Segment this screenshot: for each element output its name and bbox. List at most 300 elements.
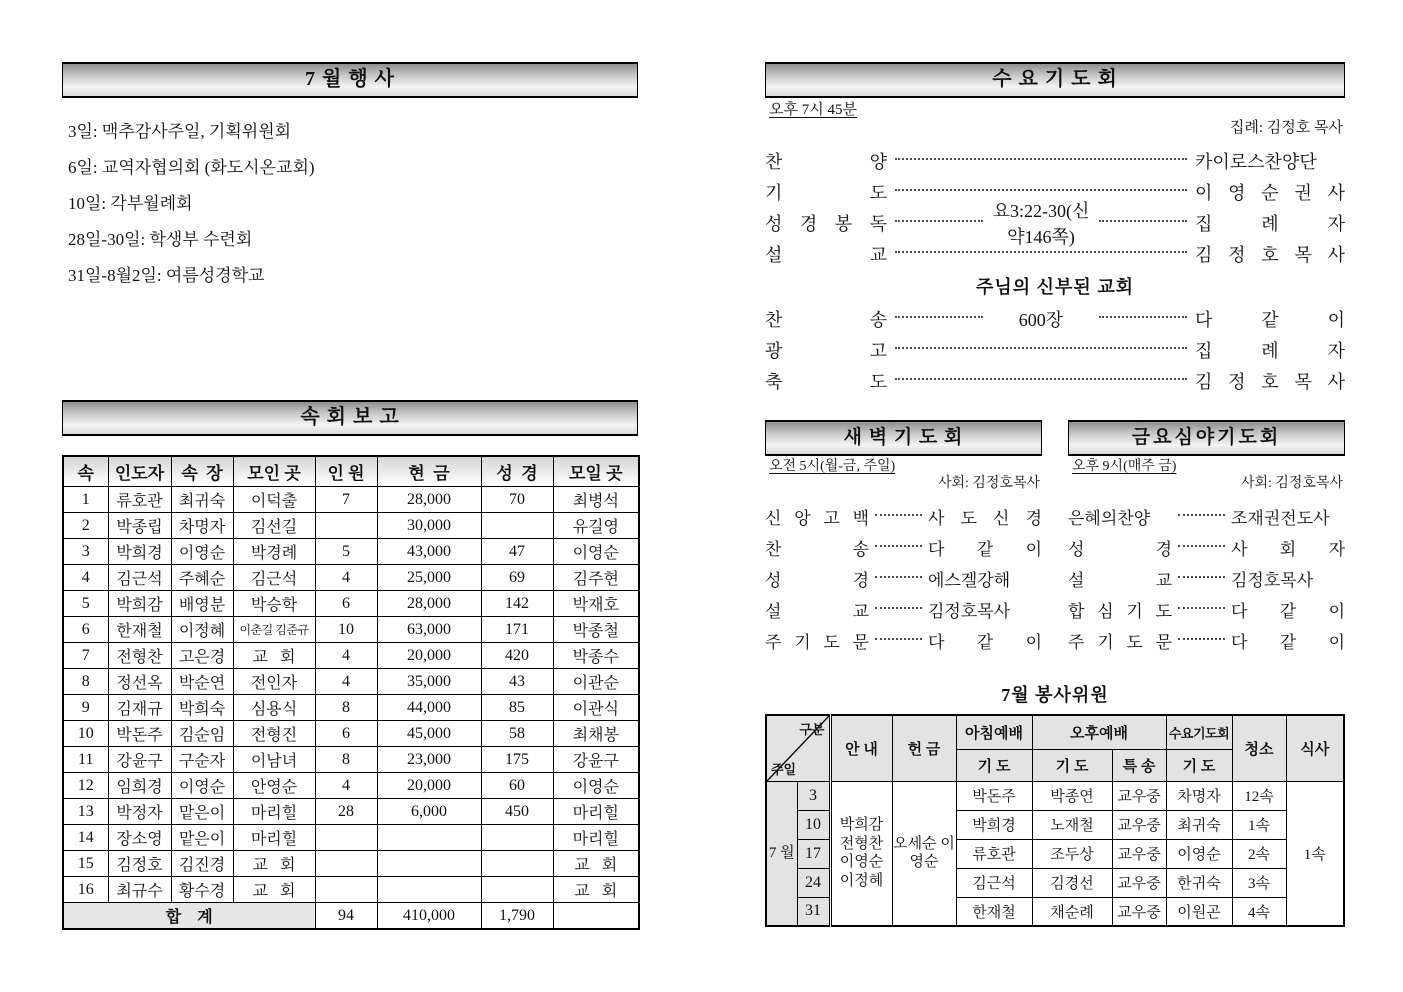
report-col-header: 속 [63, 456, 108, 487]
committee-cell: 조두상 [1032, 839, 1112, 868]
dawn-time: 오전 5시(월-금, 주일) [769, 459, 896, 474]
report-cell: 15 [63, 851, 108, 877]
report-cell: 마리힐 [553, 825, 639, 851]
report-col-header: 현 금 [377, 456, 481, 487]
report-cell: 이덕출 [233, 487, 315, 513]
report-cell: 이영순 [171, 773, 233, 799]
report-cell: 박희경 [108, 539, 171, 565]
report-cell: 20,000 [377, 643, 481, 669]
report-cell: 박종립 [108, 513, 171, 539]
report-cell: 23,000 [377, 747, 481, 773]
report-cell: 교 회 [233, 643, 315, 669]
report-cell: 3 [63, 539, 108, 565]
order-value: 김 정 호 목 사 [1195, 371, 1345, 392]
report-cell: 4 [315, 773, 377, 799]
report-cell: 171 [481, 617, 553, 643]
corner-label-sunday: 주일 [771, 761, 797, 777]
report-cell: 박순연 [171, 669, 233, 695]
report-cell: 이관순 [553, 669, 639, 695]
hymn-number: 600장 [1018, 309, 1064, 330]
committee-date-cell: 10 [797, 810, 830, 839]
committee-col-header: 헌 금 [892, 715, 956, 781]
report-cell: 30,000 [377, 513, 481, 539]
report-row [63, 513, 639, 539]
committee-col-header: 안 내 [830, 715, 892, 781]
report-cell: 마리힐 [233, 799, 315, 825]
committee-col-header: 식사 [1286, 715, 1344, 781]
report-cell: 이남녀 [233, 747, 315, 773]
report-cell: 김진경 [171, 851, 233, 877]
corner-label-category: 구분 [799, 722, 825, 737]
event-item: 10일: 각부월례회 [68, 194, 193, 213]
dotted-leader [895, 220, 983, 222]
report-cell: 구순자 [171, 747, 233, 773]
order-row [765, 200, 1345, 247]
report-row [63, 669, 639, 695]
dawn-mc: 사회: 김정호목사 [937, 476, 1040, 491]
class-report-header: 속 회 보 고 [62, 400, 638, 436]
report-cell: 175 [481, 747, 553, 773]
report-cell: 김선길 [233, 513, 315, 539]
dotted-leader [895, 158, 1187, 160]
order-value: 집 례 자 [1195, 213, 1345, 234]
order-value: 이 영 순 권 사 [1195, 182, 1345, 203]
order-label: 광 고 [765, 340, 887, 361]
dotted-leader [875, 638, 922, 640]
report-row [63, 539, 639, 565]
report-cell: 박경례 [233, 539, 315, 565]
committee-col-header: 수요기도회 [1166, 715, 1232, 749]
report-cell: 28 [315, 799, 377, 825]
report-cell: 김재규 [108, 695, 171, 721]
friday-mc: 사회: 김정호목사 [1240, 476, 1343, 491]
dotted-leader [1099, 220, 1187, 222]
committee-date-cell: 3 [797, 781, 830, 810]
event-item: 3일: 맥추감사주일, 기획위원회 [68, 122, 292, 141]
report-cell: 한재철 [108, 617, 171, 643]
report-cell: 정선옥 [108, 669, 171, 695]
report-cell: 58 [481, 721, 553, 747]
report-cell: 28,000 [377, 591, 481, 617]
wednesday-officiant: 집례: 김정호 목사 [1229, 120, 1343, 136]
dotted-leader [1178, 576, 1225, 578]
report-cell: 전인자 [233, 669, 315, 695]
report-cell: 6 [315, 591, 377, 617]
committee-cell: 교우중 [1112, 897, 1166, 926]
report-cell: 김근석 [233, 565, 315, 591]
order-value: 조재권전도사 [1231, 509, 1330, 528]
report-cell: 박승학 [233, 591, 315, 617]
order-label: 성 경 [765, 571, 869, 590]
report-col-header: 모인 곳 [233, 456, 315, 487]
committee-subcol-header: 기 도 [1166, 749, 1232, 781]
report-cell: 12 [63, 773, 108, 799]
order-row [1068, 625, 1345, 656]
report-cell: 43 [481, 669, 553, 695]
order-row [765, 365, 1345, 396]
order-row [1068, 563, 1345, 594]
dotted-leader [875, 514, 922, 516]
order-label: 은혜의찬양 [1068, 509, 1151, 528]
order-row [765, 303, 1345, 334]
committee-cell: 류호관 [956, 839, 1032, 868]
report-row [63, 591, 639, 617]
report-cell: 4 [315, 669, 377, 695]
report-cell: 6,000 [377, 799, 481, 825]
report-cell: 고은경 [171, 643, 233, 669]
order-label: 찬 송 [765, 309, 887, 330]
committee-guides-cell: 박희감 전형찬 이영순 이정혜 [830, 781, 892, 926]
report-header-row [63, 456, 639, 487]
committee-cell: 이원곤 [1166, 897, 1232, 926]
report-cell: 황수경 [171, 877, 233, 903]
committee-cell: 노재철 [1032, 810, 1112, 839]
committee-cell: 박종연 [1032, 781, 1112, 810]
dotted-leader [895, 347, 1187, 349]
event-item: 6일: 교역자협의회 (화도시온교회) [68, 158, 315, 177]
report-cell: 박돈주 [108, 721, 171, 747]
report-cell: 이영순 [171, 539, 233, 565]
sermon-title: 주님의 신부된 교회 [975, 277, 1135, 297]
committee-title: 7월 봉사위원 [1001, 685, 1109, 705]
report-cell: 6 [63, 617, 108, 643]
report-cell: 전형찬 [108, 643, 171, 669]
report-cell: 안영순 [233, 773, 315, 799]
order-label: 설 교 [765, 602, 869, 621]
friday-prayer-header: 금요심야기도회 [1068, 420, 1345, 456]
report-row [63, 799, 639, 825]
report-cell: 60 [481, 773, 553, 799]
report-cell: 28,000 [377, 487, 481, 513]
order-row [765, 145, 1345, 176]
committee-cell: 박희경 [956, 810, 1032, 839]
report-cell: 6 [315, 721, 377, 747]
order-label: 설 교 [1068, 571, 1172, 590]
class-report-table [62, 455, 640, 930]
report-cell: 14 [63, 825, 108, 851]
report-cell: 최채봉 [553, 721, 639, 747]
report-cell: 450 [481, 799, 553, 825]
report-cell: 김근석 [108, 565, 171, 591]
report-total-label: 합 계 [63, 903, 315, 930]
order-value: 다 같 이 [1231, 602, 1345, 621]
report-row [63, 877, 639, 903]
report-total-bible: 1,790 [481, 903, 553, 930]
order-value: 다 같 이 [1231, 633, 1345, 652]
report-cell: 차명자 [171, 513, 233, 539]
event-item: 28일-30일: 학생부 수련회 [68, 230, 253, 249]
report-cell: 10 [315, 617, 377, 643]
report-cell: 69 [481, 565, 553, 591]
committee-col-header: 아침예배 [956, 715, 1032, 749]
report-row [63, 721, 639, 747]
order-label: 신 앙 고 백 [765, 509, 869, 528]
report-cell: 7 [63, 643, 108, 669]
report-row [63, 773, 639, 799]
committee-cell: 김근석 [956, 868, 1032, 897]
report-cell: 420 [481, 643, 553, 669]
committee-offerings-cell: 오세순 이영순 [892, 781, 956, 926]
dotted-leader [1178, 514, 1225, 516]
dotted-leader [1178, 638, 1225, 640]
report-cell: 박희감 [108, 591, 171, 617]
dotted-leader [895, 251, 1187, 253]
committee-col-header: 청소 [1232, 715, 1286, 781]
report-cell [377, 877, 481, 903]
report-cell: 2 [63, 513, 108, 539]
report-cell: 43,000 [377, 539, 481, 565]
committee-meal-cell: 1속 [1286, 781, 1344, 926]
committee-cell: 이영순 [1166, 839, 1232, 868]
report-cell: 47 [481, 539, 553, 565]
report-row [63, 825, 639, 851]
report-cell: 최규수 [108, 877, 171, 903]
wednesday-prayer-section [765, 102, 1345, 396]
order-row [765, 594, 1042, 625]
committee-header-row [766, 715, 1344, 749]
committee-cell: 차명자 [1166, 781, 1232, 810]
report-cell [377, 825, 481, 851]
dotted-leader [895, 189, 1187, 191]
dotted-leader [875, 545, 922, 547]
order-row [765, 532, 1042, 563]
committee-date-cell: 31 [797, 897, 830, 926]
report-cell: 임희경 [108, 773, 171, 799]
report-col-header: 모일 곳 [553, 456, 639, 487]
order-label: 찬 송 [765, 540, 869, 559]
report-col-header: 인도자 [108, 456, 171, 487]
order-row [1068, 594, 1345, 625]
committee-cell: 3속 [1232, 868, 1286, 897]
committee-cell: 교우중 [1112, 868, 1166, 897]
july-events-list [68, 114, 633, 294]
report-cell: 13 [63, 799, 108, 825]
order-label: 기 도 [765, 182, 887, 203]
committee-col-header: 오후예배 [1032, 715, 1166, 749]
report-cell [481, 851, 553, 877]
report-cell: 5 [63, 591, 108, 617]
dotted-leader [895, 316, 983, 318]
report-cell: 김순임 [171, 721, 233, 747]
report-cell: 교 회 [233, 877, 315, 903]
committee-cell: 2속 [1232, 839, 1286, 868]
dotted-leader [875, 607, 922, 609]
report-cell: 마리힐 [553, 799, 639, 825]
committee-cell: 채순례 [1032, 897, 1112, 926]
wednesday-time: 오후 7시 45분 [769, 102, 857, 118]
report-cell: 5 [315, 539, 377, 565]
report-cell: 9 [63, 695, 108, 721]
order-label: 찬 양 [765, 151, 887, 172]
report-cell: 이춘길 김준규 [233, 617, 315, 643]
report-cell: 4 [315, 565, 377, 591]
report-cell: 박종철 [553, 617, 639, 643]
dotted-leader [875, 576, 922, 578]
committee-cell: 교우중 [1112, 839, 1166, 868]
report-cell: 박재호 [553, 591, 639, 617]
report-row [63, 617, 639, 643]
report-row [63, 695, 639, 721]
report-cell: 44,000 [377, 695, 481, 721]
committee-date-cell: 24 [797, 868, 830, 897]
report-cell: 70 [481, 487, 553, 513]
order-value: 사 도 신 경 [928, 509, 1042, 528]
report-cell: 류호관 [108, 487, 171, 513]
report-cell: 김정호 [108, 851, 171, 877]
order-label: 성 경 [1068, 540, 1172, 559]
order-value: 김정호목사 [928, 602, 1011, 621]
wednesday-prayer-header: 수 요 기 도 회 [765, 62, 1345, 98]
report-cell: 교 회 [233, 851, 315, 877]
report-cell: 맡은이 [171, 825, 233, 851]
event-item: 31일-8월2일: 여름성경학교 [68, 266, 265, 285]
committee-row [766, 781, 1344, 810]
dotted-leader [1178, 545, 1225, 547]
report-cell: 20,000 [377, 773, 481, 799]
dotted-leader [1099, 316, 1187, 318]
report-cell: 교 회 [553, 877, 639, 903]
order-value: 사 회 자 [1231, 540, 1345, 559]
report-cell [481, 877, 553, 903]
friday-prayer-section [1068, 458, 1345, 656]
report-cell: 8 [315, 695, 377, 721]
order-value: 집 례 자 [1195, 340, 1345, 361]
dotted-leader [1178, 607, 1225, 609]
committee-cell: 한재철 [956, 897, 1032, 926]
report-cell: 이관식 [553, 695, 639, 721]
committee-cell: 12속 [1232, 781, 1286, 810]
report-cell: 이영순 [553, 773, 639, 799]
report-cell: 8 [315, 747, 377, 773]
report-cell [481, 825, 553, 851]
report-cell: 10 [63, 721, 108, 747]
report-row [63, 565, 639, 591]
order-label: 합 심 기 도 [1068, 602, 1172, 621]
report-cell: 35,000 [377, 669, 481, 695]
report-cell: 8 [63, 669, 108, 695]
report-cell: 유길영 [553, 513, 639, 539]
order-row [765, 334, 1345, 365]
order-label: 설 교 [765, 244, 887, 265]
report-col-header: 속 장 [171, 456, 233, 487]
dawn-prayer-header: 새 벽 기 도 회 [765, 420, 1042, 456]
committee-cell: 박돈주 [956, 781, 1032, 810]
committee-cell: 교우중 [1112, 781, 1166, 810]
report-cell: 박정자 [108, 799, 171, 825]
order-value: 에스겔강해 [928, 571, 1011, 590]
report-total-offering: 410,000 [377, 903, 481, 930]
report-total-place [553, 903, 639, 930]
report-cell: 4 [63, 565, 108, 591]
committee-section [765, 682, 1345, 927]
order-row [1068, 501, 1345, 532]
report-cell: 주혜순 [171, 565, 233, 591]
report-cell: 교 회 [553, 851, 639, 877]
order-value: 다 같 이 [1195, 309, 1345, 330]
report-cell: 4 [315, 643, 377, 669]
report-cell: 이영순 [553, 539, 639, 565]
report-cell: 16 [63, 877, 108, 903]
order-value: 카이로스찬양단 [1195, 151, 1317, 172]
friday-time: 오후 9시(매주 금) [1072, 459, 1177, 474]
scripture-reference: 요3:22-30(신약146쪽) [992, 200, 1090, 247]
report-cell: 85 [481, 695, 553, 721]
order-label: 성 경 봉 독 [765, 213, 887, 234]
order-label: 축 도 [765, 371, 887, 392]
report-cell: 25,000 [377, 565, 481, 591]
report-cell: 63,000 [377, 617, 481, 643]
report-cell: 45,000 [377, 721, 481, 747]
report-cell [481, 513, 553, 539]
committee-cell: 1속 [1232, 810, 1286, 839]
order-label: 주 기 도 문 [1068, 633, 1172, 652]
committee-table [765, 714, 1345, 927]
order-row [765, 501, 1042, 532]
committee-date-cell: 17 [797, 839, 830, 868]
july-events-header: 7 월 행 사 [62, 62, 638, 98]
report-total-row [63, 903, 639, 930]
report-cell [377, 851, 481, 877]
committee-cell: 4속 [1232, 897, 1286, 926]
committee-month-cell: 7 월 [766, 781, 797, 926]
report-cell: 배영분 [171, 591, 233, 617]
report-cell: 전형진 [233, 721, 315, 747]
order-row [1068, 532, 1345, 563]
report-cell: 강윤구 [108, 747, 171, 773]
report-cell: 1 [63, 487, 108, 513]
report-cell: 박종수 [553, 643, 639, 669]
report-cell: 142 [481, 591, 553, 617]
order-value: 다 같 이 [928, 633, 1042, 652]
report-row [63, 487, 639, 513]
committee-subcol-header: 기 도 [1032, 749, 1112, 781]
report-cell: 7 [315, 487, 377, 513]
report-col-header: 인 원 [315, 456, 377, 487]
committee-subcol-header: 기 도 [956, 749, 1032, 781]
report-cell: 박희숙 [171, 695, 233, 721]
report-cell: 심용식 [233, 695, 315, 721]
order-row [765, 563, 1042, 594]
report-cell: 장소영 [108, 825, 171, 851]
report-cell [315, 851, 377, 877]
committee-cell: 최귀숙 [1166, 810, 1232, 839]
report-cell: 최병석 [553, 487, 639, 513]
report-cell: 11 [63, 747, 108, 773]
report-col-header: 성 경 [481, 456, 553, 487]
report-row [63, 747, 639, 773]
order-value: 김 정 호 목 사 [1195, 244, 1345, 265]
dawn-prayer-section [765, 458, 1042, 656]
report-cell: 이정혜 [171, 617, 233, 643]
report-cell [315, 877, 377, 903]
report-row [63, 851, 639, 877]
report-cell: 마리힐 [233, 825, 315, 851]
order-row [765, 625, 1042, 656]
committee-cell: 김경선 [1032, 868, 1112, 897]
committee-cell: 한귀숙 [1166, 868, 1232, 897]
report-cell: 김주현 [553, 565, 639, 591]
report-cell [315, 513, 377, 539]
report-cell: 강윤구 [553, 747, 639, 773]
order-label: 주 기 도 문 [765, 633, 869, 652]
order-value: 김정호목사 [1231, 571, 1314, 590]
committee-corner-cell [766, 715, 830, 781]
dotted-leader [895, 378, 1187, 380]
report-cell [315, 825, 377, 851]
report-cell: 맡은이 [171, 799, 233, 825]
report-cell: 최귀숙 [171, 487, 233, 513]
order-value: 다 같 이 [928, 540, 1042, 559]
